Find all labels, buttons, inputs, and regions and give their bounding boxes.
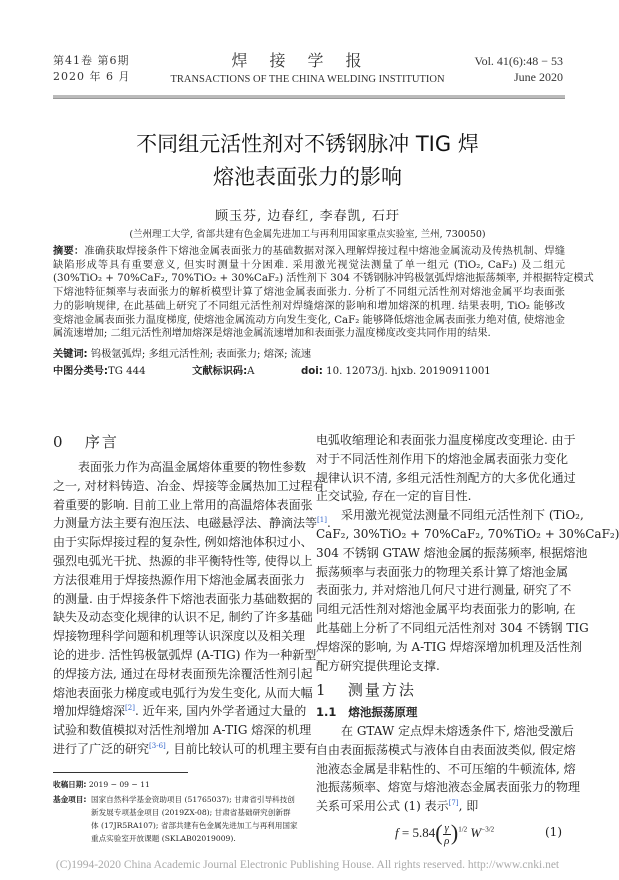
authors: 顾玉芬, 边春红, 李春凯, 石玗 — [215, 209, 400, 224]
abstract-text: 缺陷形成等具有重要意义, 但实时测量十分困难. 采用激光视觉法测量了单一组元 (TiO₂, CaF₂) 及二组元 — [53, 259, 565, 271]
paper-title — [0, 128, 615, 194]
line-text: 振荡频率与表面张力的物理关系计算了熔池金属 — [316, 564, 569, 579]
text-line — [53, 721, 312, 740]
equation-number: (1) — [545, 825, 562, 839]
line-text: 力测量方法主要有泡压法、电磁悬浮法、静滴法等 — [53, 516, 318, 531]
subsection-number: 1.1 — [316, 705, 337, 719]
journal-name-en: TRANSACTIONS OF THE CHINA WELDING INSTITUTION — [170, 74, 445, 85]
classification-label: 中图分类号: — [53, 366, 109, 377]
text-line — [316, 722, 574, 741]
classification-row — [53, 365, 565, 379]
line-text: 此基础上分析了不同组元活性剂对 304 不锈钢 TIG — [316, 620, 589, 635]
line-text-after: , 即 — [458, 799, 479, 814]
text-line — [316, 431, 576, 450]
subsection-title: 熔池振荡原理 — [348, 705, 418, 719]
line-text: 之一, 对材料铸造、冶金、焊接等金属热加工过程有 — [53, 478, 325, 493]
keywords — [53, 348, 565, 362]
abstract-line — [53, 314, 565, 328]
formula-lhs: f — [395, 825, 399, 840]
abstract-line — [53, 245, 565, 259]
line-text: 关系可采用公式 (1) 表示 — [316, 799, 449, 814]
text-line — [316, 487, 564, 506]
abstract-line — [53, 300, 565, 314]
line-text: 在 GTAW 定点焊未熔透条件下, 熔池受激后 — [341, 724, 574, 738]
abstract-text: 准确获取焊接条件下熔池金属表面张力的基础数据对深入理解焊接过程中熔池金属流动及传热机制、焊缝 — [84, 246, 566, 257]
line-text: 正交试验, 存在一定的盲目性. — [316, 489, 472, 504]
abstract-text: 下熔池特征频率与表面张力的解析模型计算了熔池金属表面张力. 分析了不同组元活性剂对熔池金属平均表面张 — [53, 287, 565, 299]
received-value: 2019 − 09 − 11 — [86, 780, 150, 789]
abstract-line — [53, 272, 594, 286]
keywords-value: 钨极氩弧焊; 多组元活性剂; 表面张力; 熔深; 流速 — [87, 349, 312, 360]
line-text: 自由表面振荡模式与液体自由表面波类似, 假定熔 — [316, 742, 576, 757]
formula-numerator: γ — [444, 821, 449, 834]
text-line — [53, 684, 313, 703]
issue-info-en — [474, 53, 563, 85]
affiliation: (兰州理工大学, 省部共建有色金属先进加工与再利用国家重点实验室, 兰州, 730050) — [129, 229, 486, 240]
doi-label: doi: — [301, 366, 323, 377]
text-line — [316, 506, 584, 525]
text-line — [53, 665, 313, 684]
fund-line: 国家自然科学基金资助项目 (51765037); 甘肃省引导科技创 — [91, 795, 295, 804]
formula-exponent-1: 1/2 — [458, 825, 468, 834]
text-line — [53, 552, 313, 571]
formula-denominator: ρ — [444, 834, 450, 847]
line-text: 电弧收缩理论和表面张力温度梯度改变理论. 由于 — [316, 433, 576, 447]
line-text: CaF₂, 30%TiO₂ + 70%CaF₂, 70%TiO₂ + 30%CaF₂) — [316, 526, 619, 541]
copyright-footer: (C)1994-2020 China Academic Journal Electronic Publishing House. All rights reserved. http://www.cnki.net — [55, 859, 560, 871]
received-date — [53, 778, 303, 791]
line-text: 表面张力作为高温金属熔体重要的物性参数 — [78, 460, 307, 474]
equation-1: f = 5.84( $\frac{\gamma}{\rho}$ )$^{1/2}$ $W^{-3/2}$ — [395, 820, 495, 847]
line-text: 对于不同活性剂作用下的熔池金属表面张力变化 — [316, 451, 569, 466]
citation-ref[interactable]: [2] — [125, 704, 135, 713]
line-text-after: . 近年来, 国内外学者通过大量的 — [134, 704, 307, 719]
text-line — [316, 760, 576, 779]
abstract-line — [53, 327, 565, 341]
date-cn: 2020 年 6 月 — [53, 70, 131, 83]
text-line — [316, 638, 582, 657]
line-text: 的焊接方法, 通过在母材表面预先涂覆活性剂引起 — [53, 666, 313, 681]
fund-line: 新发展专项基金项目 (2019ZX-08); 甘肃省基础研究创新群 — [91, 808, 291, 817]
text-line — [53, 458, 307, 477]
citation-ref[interactable]: [3-6] — [149, 741, 166, 750]
formula-coef: = 5.84 — [401, 825, 436, 840]
text-line — [53, 571, 306, 590]
keywords-label: 关键词: — [53, 349, 88, 360]
line-text: 着重要的影响. 目前工业上常用的高温熔体表面张 — [53, 497, 313, 512]
section-0-heading — [53, 432, 119, 452]
line-text: 焊接物理科学问题和机理等认识深度以及相关理 — [53, 629, 306, 644]
volume-en: Vol. 41(6):48 − 53 — [474, 54, 563, 68]
volume-cn: 第41卷 第6期 — [53, 54, 130, 67]
text-line — [316, 778, 581, 797]
journal-name-cn: 焊接学报 — [231, 51, 384, 70]
text-line — [316, 581, 572, 600]
text-line — [316, 741, 576, 760]
title-line-2: 熔池表面张力的影响 — [213, 165, 402, 189]
footnote-rule — [53, 772, 188, 773]
line-text: 采用激光视觉法测量不同组元活性剂下 (TiO₂, — [341, 508, 584, 523]
text-line — [316, 563, 569, 582]
line-text: 304 不锈钢 GTAW 熔池金属的振荡频率, 根据熔池 — [316, 545, 588, 560]
line-text: 缺失及动态变化规律的认识不足, 制约了许多基础 — [53, 610, 313, 625]
date-en: June 2020 — [514, 70, 563, 84]
abstract-text: (30%TiO₂ + 70%CaF₂, 70%TiO₂ + 30%CaF₂) 活性剂下 304 不锈钢脉冲钨极氩弧焊熔池振荡频率, 并根据特定模式 — [53, 273, 594, 285]
line-text: 论的进步. 活性钨极氩弧焊 (A-TIG) 作为一种新型 — [53, 647, 317, 662]
citation-ref[interactable]: [1] — [317, 516, 327, 525]
text-line — [53, 514, 331, 533]
line-text: 增加焊缝熔深 — [53, 704, 126, 719]
text-line — [316, 525, 619, 544]
line-text: 池振荡频率、熔宽与熔池液态金属表面张力的物理 — [316, 780, 581, 795]
fund-info — [53, 793, 303, 845]
doi-value[interactable]: 10. 12073/j. hjxb. 20190911001 — [322, 366, 491, 377]
text-line — [53, 702, 307, 721]
text-line — [316, 619, 589, 638]
section-1-heading — [316, 680, 416, 700]
line-text: 熔池表面张力梯度或电弧行为发生变化, 从而大幅 — [53, 685, 313, 700]
line-text: 进行了广泛的研究 — [53, 741, 150, 756]
line-text: 池液态金属是非粘性的、不可压缩的牛顿流体, 熔 — [316, 761, 576, 776]
line-text: 同组元活性剂对熔池金属平均表面张力的影响, 在 — [316, 602, 576, 617]
right-column-top — [316, 431, 619, 675]
line-text: 规律认识不清, 多组元活性剂配方的大多优化通过 — [316, 470, 576, 485]
abstract-text: 属流速增加; 二组元活性剂增加熔深是熔池金属流速增加和表面张力温度梯度改变共同作用的结果. — [53, 328, 491, 340]
text-line — [53, 590, 313, 609]
formula-exponent-2: −3/2 — [481, 825, 495, 834]
fund-line: 重点实验室开放课题 (SKLAB02019009). — [91, 834, 236, 843]
text-line — [53, 608, 313, 627]
abstract-text: 变熔池金属表面张力温度梯度, 使熔池金属流动方向发生变化, CaF₂ 能够降低熔池金属表面张力绝对值, 使熔池金 — [53, 314, 565, 326]
line-text: 焊熔深的影响, 为 A-TIG 焊熔深增加机理及活性剂 — [316, 639, 582, 654]
text-line — [53, 627, 306, 646]
text-line — [316, 797, 564, 816]
line-text: 的测量. 由于焊接条件下熔池表面张力基础数据的 — [53, 591, 313, 606]
section-title: 测量方法 — [347, 681, 416, 699]
section-number: 1 — [316, 681, 328, 699]
title-line-1: 不同组元活性剂对不锈钢脉冲 TIG 焊 — [136, 132, 479, 156]
line-text-after: , 目前比较认可的机理主要有 — [165, 741, 318, 756]
section-number: 0 — [53, 433, 65, 451]
fund-line: 体 (17JR5RA107); 省部共建有色金属先进加工与再利用国家 — [91, 821, 298, 830]
received-label: 收稿日期: — [53, 780, 87, 789]
line-text: 由于实际焊接过程的复杂性, 例如熔池体积过小、 — [53, 535, 313, 550]
text-line — [53, 533, 313, 552]
line-text: 表面张力, 并对熔池几何尺寸进行测量, 研究了不 — [316, 583, 572, 598]
text-line — [316, 469, 576, 488]
abstract-line — [53, 259, 565, 273]
line-text: 试验和数值模拟对活性剂增加 A-TIG 熔深的机理 — [53, 723, 312, 738]
line-text: 方法很难用于焊接热源作用下熔池金属表面张力 — [53, 572, 306, 587]
abstract-line — [53, 286, 565, 300]
line-text: 配方研究提供理论支撑. — [316, 658, 440, 673]
fund-label: 基金项目: — [53, 795, 87, 804]
doc-code-label: 文献标识码: — [192, 366, 248, 377]
header-rule — [53, 95, 565, 99]
doc-code-value: A — [247, 366, 255, 377]
line-text: 强烈电弧光干扰、热源的非平衡特性等, 使得以上 — [53, 553, 313, 568]
text-line — [53, 477, 325, 496]
text-line — [316, 450, 569, 469]
citation-ref[interactable]: [7] — [448, 799, 459, 808]
text-line — [316, 544, 588, 563]
abstract-label: 摘要： — [53, 246, 85, 257]
text-line — [53, 740, 318, 759]
formula-var: W — [470, 825, 482, 840]
text-line — [53, 496, 313, 515]
line-text-after: . — [326, 516, 331, 531]
text-line — [316, 657, 564, 676]
subsection-1-1-heading — [316, 705, 417, 719]
right-column-bottom — [316, 722, 581, 816]
text-line — [316, 600, 576, 619]
abstract — [53, 245, 594, 341]
abstract-text: 力的影响规律, 在此基础上研究了不同组元活性剂对焊缝熔深的影响和增加熔深的机理. 结果表明, TiO₂ 能够改 — [53, 300, 565, 312]
classification-value: TG 444 — [108, 366, 146, 377]
section-title: 序言 — [84, 433, 119, 451]
text-line — [53, 646, 317, 665]
